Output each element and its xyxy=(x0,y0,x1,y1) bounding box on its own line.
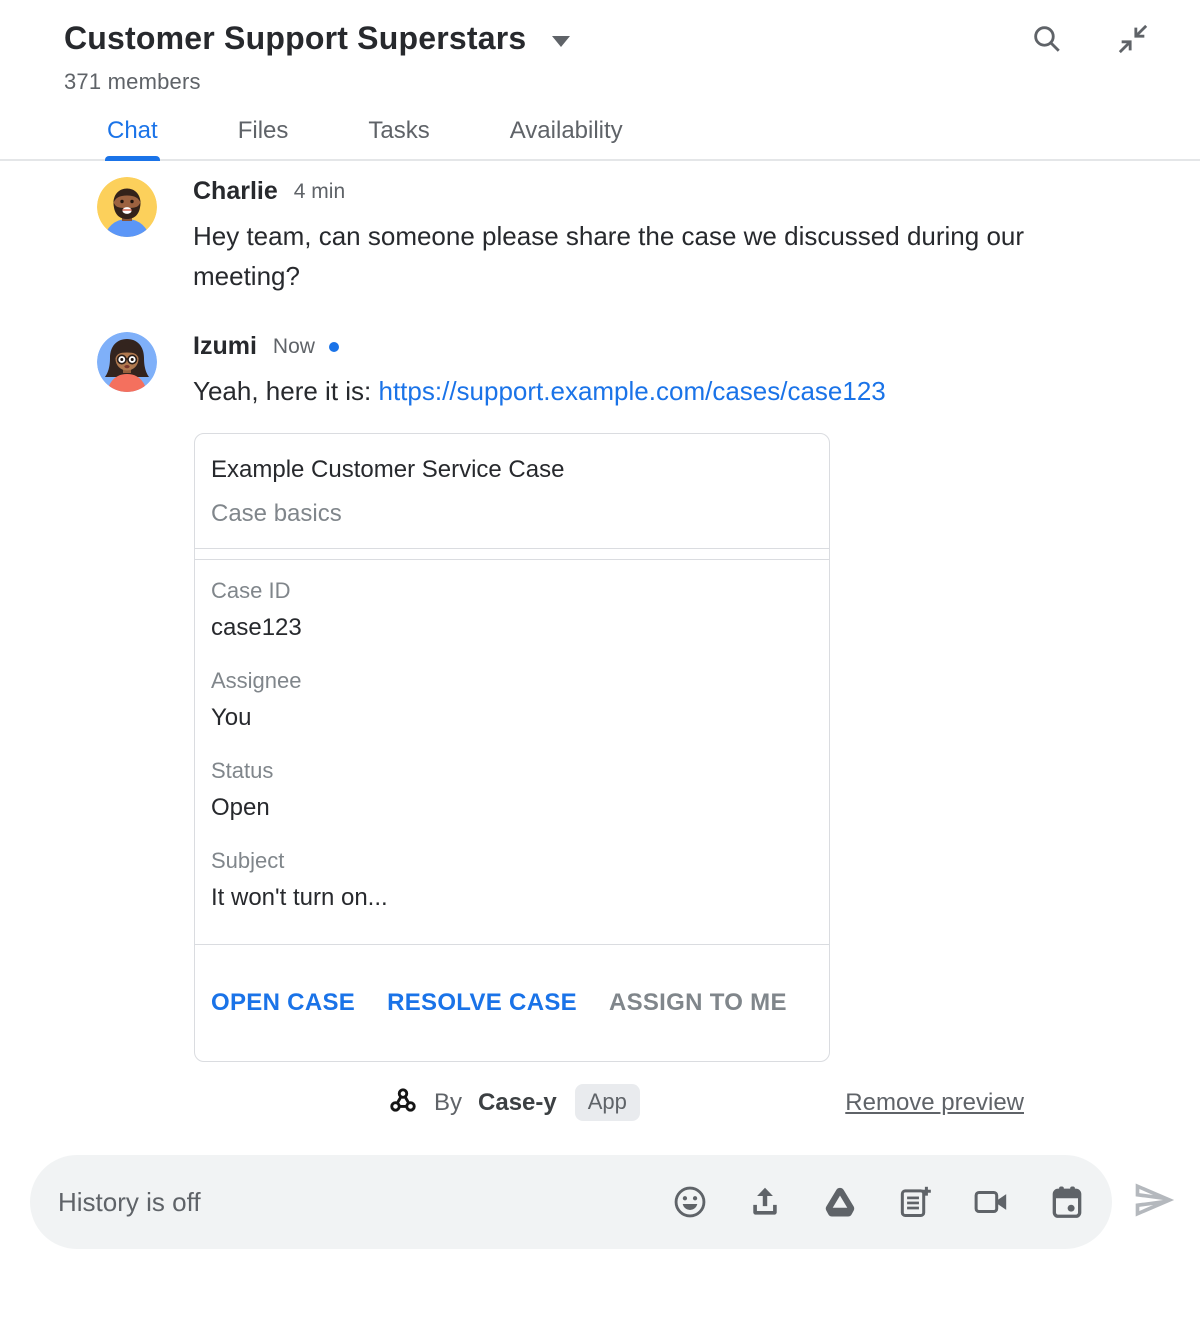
field-label: Subject xyxy=(211,848,285,873)
field-label: Case ID xyxy=(211,578,291,603)
upload-icon[interactable] xyxy=(746,1183,784,1221)
app-by-label: By xyxy=(434,1088,463,1116)
message-input[interactable] xyxy=(30,1155,1112,1249)
tab-chat[interactable]: Chat xyxy=(107,117,158,159)
field-label: Status xyxy=(211,758,274,783)
calendar-icon[interactable] xyxy=(1048,1183,1086,1221)
compose-bar xyxy=(30,1155,1176,1249)
collapse-icon[interactable] xyxy=(1116,22,1150,56)
field-value: Open xyxy=(211,794,270,821)
card-section-divider xyxy=(195,548,829,560)
online-dot xyxy=(329,342,339,352)
field-label: Assignee xyxy=(211,668,302,693)
tabs-bar xyxy=(0,117,1200,161)
message-text xyxy=(193,371,1093,411)
message-list xyxy=(0,161,1200,411)
dropdown-caret-icon[interactable] xyxy=(552,36,570,47)
app-badge: App xyxy=(575,1084,640,1121)
field-value: You xyxy=(211,704,252,731)
message-author[interactable]: Charlie xyxy=(193,177,278,205)
case-link[interactable]: https://support.example.com/cases/case123 xyxy=(378,376,886,406)
field-subject xyxy=(211,848,813,912)
drive-icon[interactable] xyxy=(821,1183,859,1221)
emoji-icon[interactable] xyxy=(671,1183,709,1221)
avatar-izumi[interactable] xyxy=(97,332,157,392)
message-input-placeholder[interactable]: History is off xyxy=(58,1186,201,1217)
message-text-prefix: Yeah, here it is: xyxy=(193,376,379,406)
message-timestamp: Now xyxy=(272,334,315,358)
open-case-button[interactable]: OPEN CASE xyxy=(211,989,356,1016)
card-title: Example Customer Service Case xyxy=(211,456,565,483)
field-value: It won't turn on... xyxy=(211,884,388,911)
message-izumi xyxy=(97,332,1140,411)
message-timestamp: 4 min xyxy=(293,179,346,203)
field-value: case123 xyxy=(211,614,302,641)
app-name: Case-y xyxy=(478,1088,557,1116)
remove-preview-link[interactable]: Remove preview xyxy=(845,1088,1024,1116)
tab-tasks[interactable]: Tasks xyxy=(368,117,430,144)
assign-to-me-button: ASSIGN TO ME xyxy=(608,989,787,1016)
room-header xyxy=(0,0,1200,95)
case-preview-card xyxy=(194,433,830,1062)
resolve-case-button[interactable]: RESOLVE CASE xyxy=(387,989,577,1016)
search-icon[interactable] xyxy=(1030,22,1064,56)
card-subtitle: Case basics xyxy=(211,500,342,527)
avatar-charlie[interactable] xyxy=(97,177,157,237)
webhook-icon xyxy=(388,1085,418,1120)
tab-files[interactable]: Files xyxy=(237,117,289,144)
field-status xyxy=(211,758,813,822)
room-title[interactable]: Customer Support Superstars xyxy=(64,20,527,56)
message-charlie xyxy=(97,177,1140,296)
meeting-notes-icon[interactable] xyxy=(896,1183,934,1221)
field-assignee xyxy=(211,668,813,732)
tab-availability[interactable]: Availability xyxy=(509,117,623,144)
field-case-id xyxy=(211,578,813,642)
member-count: 371 members xyxy=(64,69,201,94)
message-author[interactable]: Izumi xyxy=(193,332,257,360)
video-meeting-icon[interactable] xyxy=(971,1183,1011,1221)
message-text: Hey team, can someone please share the case we discussed during our meeting? xyxy=(193,221,1025,291)
send-icon[interactable] xyxy=(1132,1178,1176,1227)
